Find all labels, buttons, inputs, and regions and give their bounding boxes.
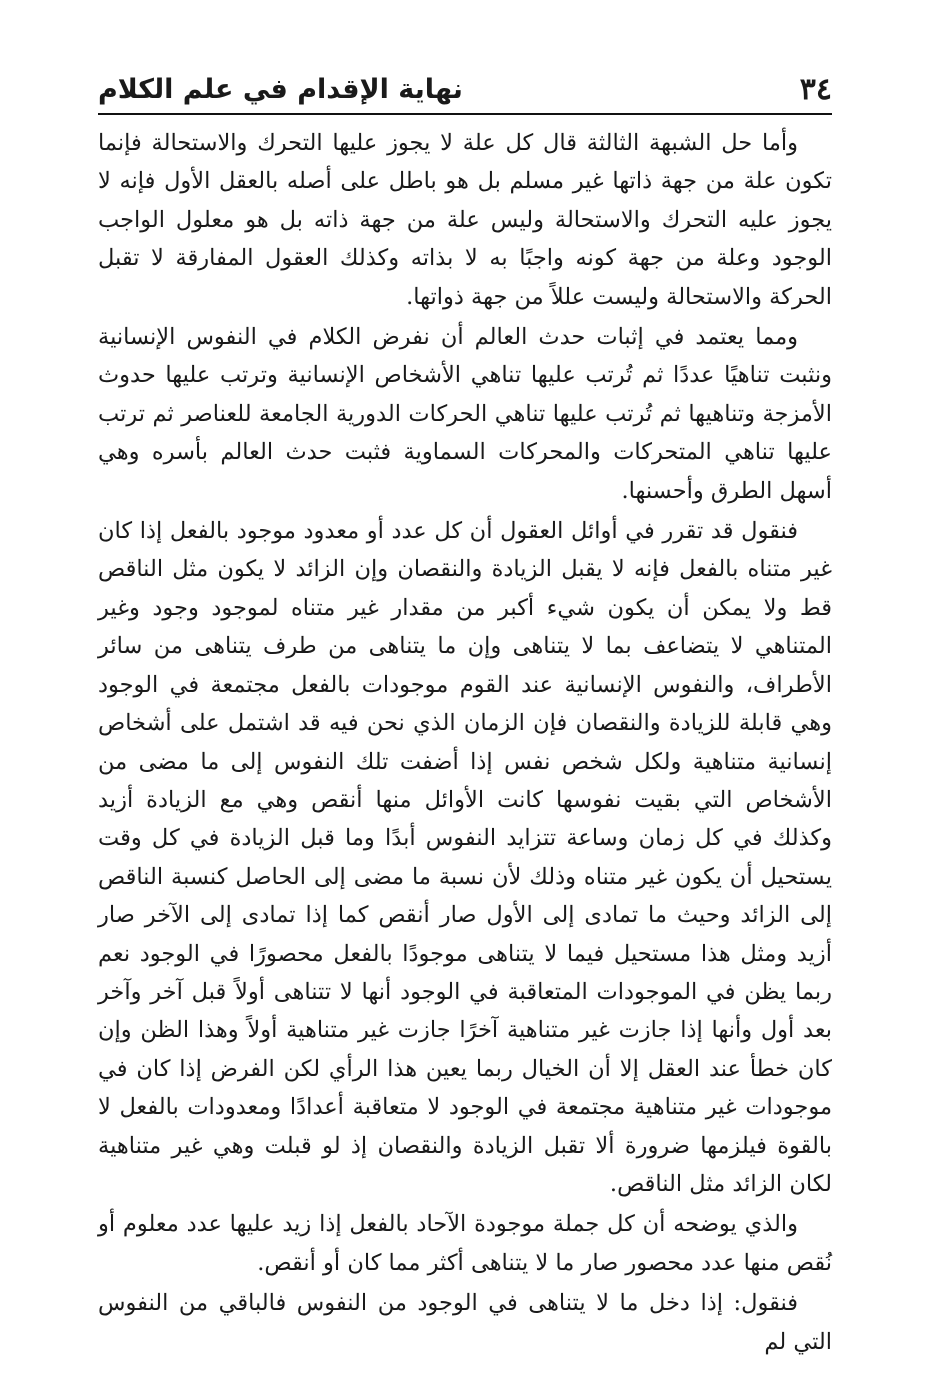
paragraph-3: فنقول قد تقرر في أوائل العقول أن كل عدد أو معدود موجود بالفعل إذا كان غير متناه بالفعل فإنه لا يقبل الزيادة والنقصان وإن الزائد لا يكون مثل الناقص قط ولا يمكن أن يكون شيء أكبر من مقدار غير متناه لموجود وجود وغير المتناهي لا يتضاعف بما لا يتناهى وإن ما يتناهى من طرف يتناهى من سائر الأطراف، والنفوس الإنسانية عند القوم موجودات بالفعل مجتمعة في الوجود وهي قابلة للزيادة والنقصان فإن الزمان الذي نحن فيه قد اشتمل على أشخاص إنسانية متناهية ولكل شخص نفس إذا أضفت تلك النفوس إلى ما مضى من الأشخاص التي بقيت نفوسها كانت الأوائل منها أنقص وهي مع الزيادة أزيد وكذلك في كل زمان وساعة تتزايد النفوس أبدًا وما قبل الزيادة في كل وقت يستحيل أن يكون غير متناه وذلك لأن نسبة ما مضى إلى الحاصل كنسبة الناقص إلى الزائد وحيث ما تمادى إلى الأول صار أنقص كما إذا تمادى إلى الآخر صار أزيد ومثل هذا مستحيل فيما لا يتناهى موجودًا بالفعل محصورًا في الوجود نعم ربما يظن في الموجودات المتعاقبة في الوجود أنها لا تتناهى أولاً قبل آخر وآخر بعد أول وأنها إذا جازت غير متناهية آخرًا جازت غير متناهية أولاً وهذا الظن وإن كان خطأ عند العقل إلا أن الخيال ربما يعين هذا الرأي لكن الفرض إذا كان في موجودات غير متناهية مجتمعة في الوجود لا متعاقبة أعدادًا ومعدودات بالفعل لا بالقوة فيلزمها ضرورة ألا تقبل الزيادة والنقصان إذ لو قبلت وهي غير متناهية لكان الزائد مثل الناقص. (98, 518, 832, 1197)
paragraph-4: والذي يوضحه أن كل جملة موجودة الآحاد بالفعل إذا زيد عليها عدد معلوم أو نُقص منها عدد محصور صار ما لا يتناهى أكثر مما كان أو أنقص. (98, 1211, 832, 1276)
page-header (98, 62, 832, 114)
paragraph-5: فنقول: إذا دخل ما لا يتناهى في الوجود من النفوس فالباقي من النفوس التي لم (98, 1290, 832, 1355)
header-divider (98, 113, 832, 115)
paragraph-2: ومما يعتمد في إثبات حدث العالم أن نفرض الكلام في النفوس الإنسانية ونثبت تناهيًا عددًا ثم تُرتب عليها تناهي الأشخاص الإنسانية وترتب عليها حدوث الأمزجة وتناهيها ثم تُرتب عليها تناهي الحركات الدورية الجامعة للعناصر ثم ترتب عليها تناهي المتحركات والمحركات السماوية فثبت حدث العالم بأسره وهي أسهل الطرق وأحسنها. (98, 324, 832, 504)
page-number: ٣٤ (799, 72, 832, 107)
running-title: نهاية الإقدام في علم الكلام (98, 74, 463, 105)
body-text (98, 124, 832, 1363)
paragraph-1: وأما حل الشبهة الثالثة قال كل علة لا يجوز عليها التحرك والاستحالة فإنما تكون علة من جهة ذاتها غير مسلم بل هو باطل على أصله بالعقل الأول فإنه لا يجوز عليه التحرك والاستحالة وليس علة من جهة ذاته بل هو معلول الواجب الوجود وعلة من جهة كونه واجبًا به لا بذاته وكذلك العقول المفارقة لا تقبل الحركة والاستحالة وليست عللاً من جهة ذواتها. (98, 130, 832, 310)
